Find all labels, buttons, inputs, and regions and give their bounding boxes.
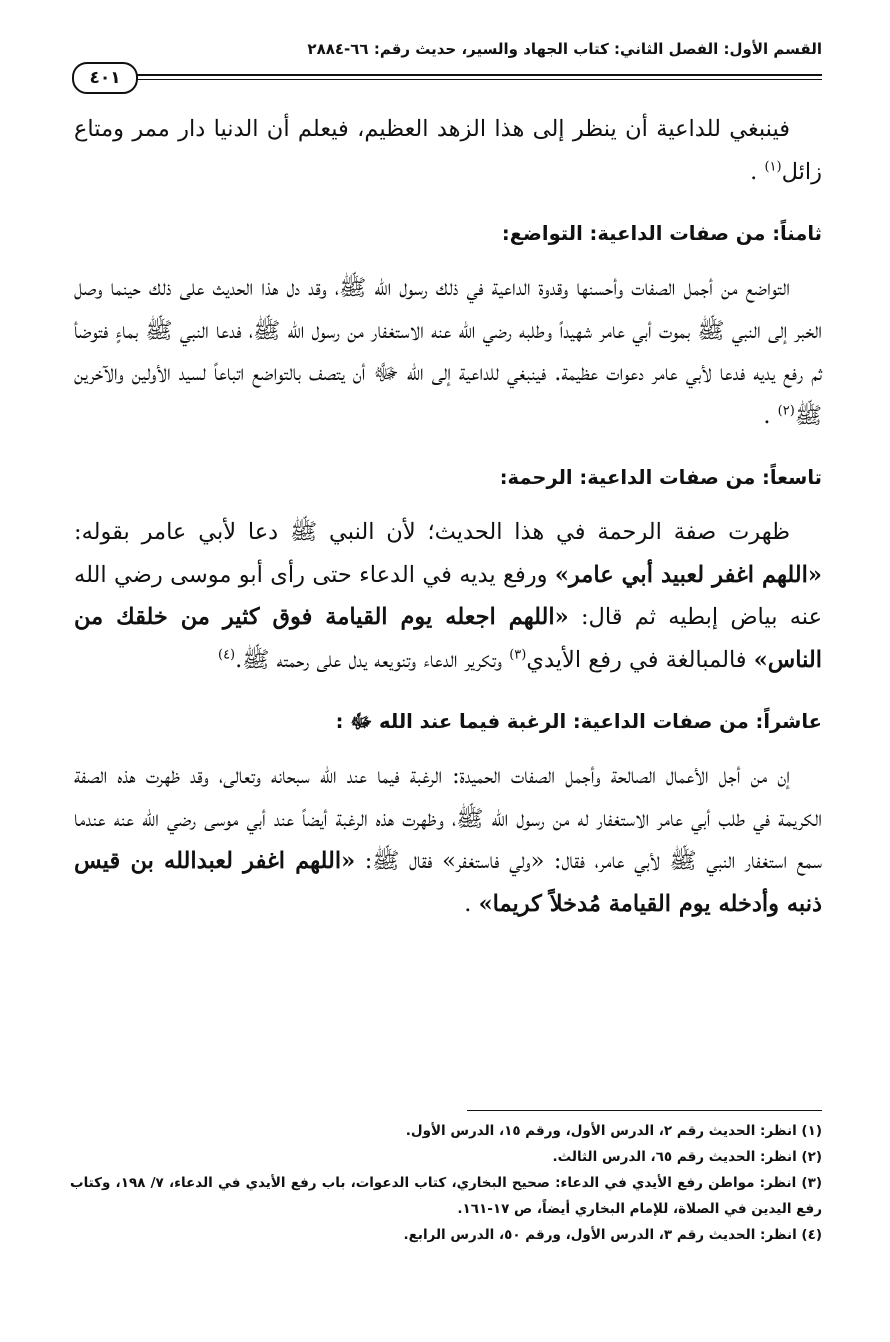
- mercy-paragraph: [74, 511, 822, 681]
- footnote-3: (٣) انظر: مواطن رفع الأيدي في الدعاء: صحيح البخاري، كتاب الدعوات، باب رفع الأيدي في الدعاء، ٧/ ١٩٨، وكتاب رفع اليدين في الصلاة، للإمام البخاري أيضاً، ص ١٧-١٦١.: [70, 1175, 823, 1217]
- hadith-quote-1: «اللهم اغفر لعبيد أبي عامر»: [554, 561, 822, 588]
- humility-paragraph: [74, 267, 822, 437]
- running-header: القسم الأول: الفصل الثاني: كتاب الجهاد والسير، حديث رقم: ٦٦-٢٨٨٤: [307, 40, 822, 58]
- mercy-text-2: ورفع يديه في الدعاء حتى رأى أبو موسى رضي الله عنه بياض إبطيه ثم قال:: [74, 561, 822, 630]
- desire-paragraph: [74, 755, 822, 925]
- hadith-quote-3: «اللهم اغفر لعبدالله بن قيس ذنبه وأدخله يوم القيامة مُدخلاً كريما»: [74, 848, 822, 917]
- mercy-text-4: وتكرير الدعاء وتنويعه يدل على رحمته ﷺ.: [235, 646, 503, 673]
- desire-text: إن من أجل الأعمال الصالحة وأجمل الصفات الحميدة: الرغبة فيما عند الله سبحانه وتعالى، وقد ظهرت هذه الصفة الكريمة في طلب أبي عامر الاستغفار له من رسول الله ﷺ، وظهرت هذه الرغبة أيضاً عند أبي موسى رضي الله عنه عندما سمع استغفار النبي ﷺ لأبي عامر، فقال: «ولي فاستغفر» فقال ﷺ:: [74, 763, 822, 874]
- mercy-text-1: ظهرت صفة الرحمة في هذا الحديث؛ لأن النبي ﷺ دعا لأبي عامر بقوله:: [74, 519, 790, 545]
- hadith-quote-2: «اللهم اجعله يوم القيامة فوق كثير من خلقك من الناس»: [74, 604, 822, 673]
- header-rule-thin: [136, 79, 822, 80]
- intro-paragraph: [74, 108, 822, 193]
- heading-humility: ثامناً: من صفات الداعية: التواضع:: [501, 222, 822, 245]
- heading-mercy: تاسعاً: من صفات الداعية: الرحمة:: [499, 466, 822, 489]
- header-rule: [136, 74, 822, 76]
- humility-tail: .: [763, 402, 771, 429]
- footnote-ref-4: (٤): [217, 647, 236, 662]
- heading-desire: عاشراً: من صفات الداعية: الرغبة فيما عند الله ﷻ :: [335, 710, 822, 733]
- desire-tail: .: [464, 890, 472, 917]
- intro-tail: .: [750, 158, 758, 185]
- footnote-divider: [467, 1110, 822, 1111]
- page-number-badge: ٤٠١: [72, 62, 138, 94]
- footnote-ref-2: (٢): [777, 403, 795, 418]
- humility-text: التواضع من أجمل الصفات وأحسنها وقدوة الداعية في ذلك رسول الله ﷺ، وقد دل هذا الحديث على ذلك حينما وصل الخبر إلى النبي ﷺ بموت أبي عامر شهيداً وطلبه رضي الله عنه الاستغفار من رسول الله ﷺ، فدعا النبي ﷺ بماءٍ فتوضأ ثم رفع يديه فدعا لأبي عامر دعوات عظيمة. فينبغي للداعية إلى الله ﷻ أن يتصف بالتواضع اتباعاً لسيد الأولين والآخرين ﷺ: [74, 275, 822, 429]
- footnote-ref-3: (٣): [509, 647, 527, 662]
- footnotes: [70, 1118, 822, 1248]
- footnote-4: (٤) انظر: الحديث رقم ٣، الدرس الأول، ورقم ٥٠، الدرس الرابع.: [403, 1227, 822, 1243]
- main-text: [74, 108, 822, 925]
- footnote-2: (٢) انظر: الحديث رقم ٦٥، الدرس الثالث.: [552, 1149, 822, 1165]
- mercy-text-3: فالمبالغة في رفع الأيدي: [526, 646, 747, 673]
- intro-text: فينبغي للداعية أن ينظر إلى هذا الزهد العظيم، فيعلم أن الدنيا دار ممر ومتاع زائل: [74, 116, 822, 185]
- footnote-ref-1: (١): [764, 159, 782, 174]
- footnote-1: (١) انظر: الحديث رقم ٢، الدرس الأول، ورقم ١٥، الدرس الأول.: [405, 1123, 822, 1139]
